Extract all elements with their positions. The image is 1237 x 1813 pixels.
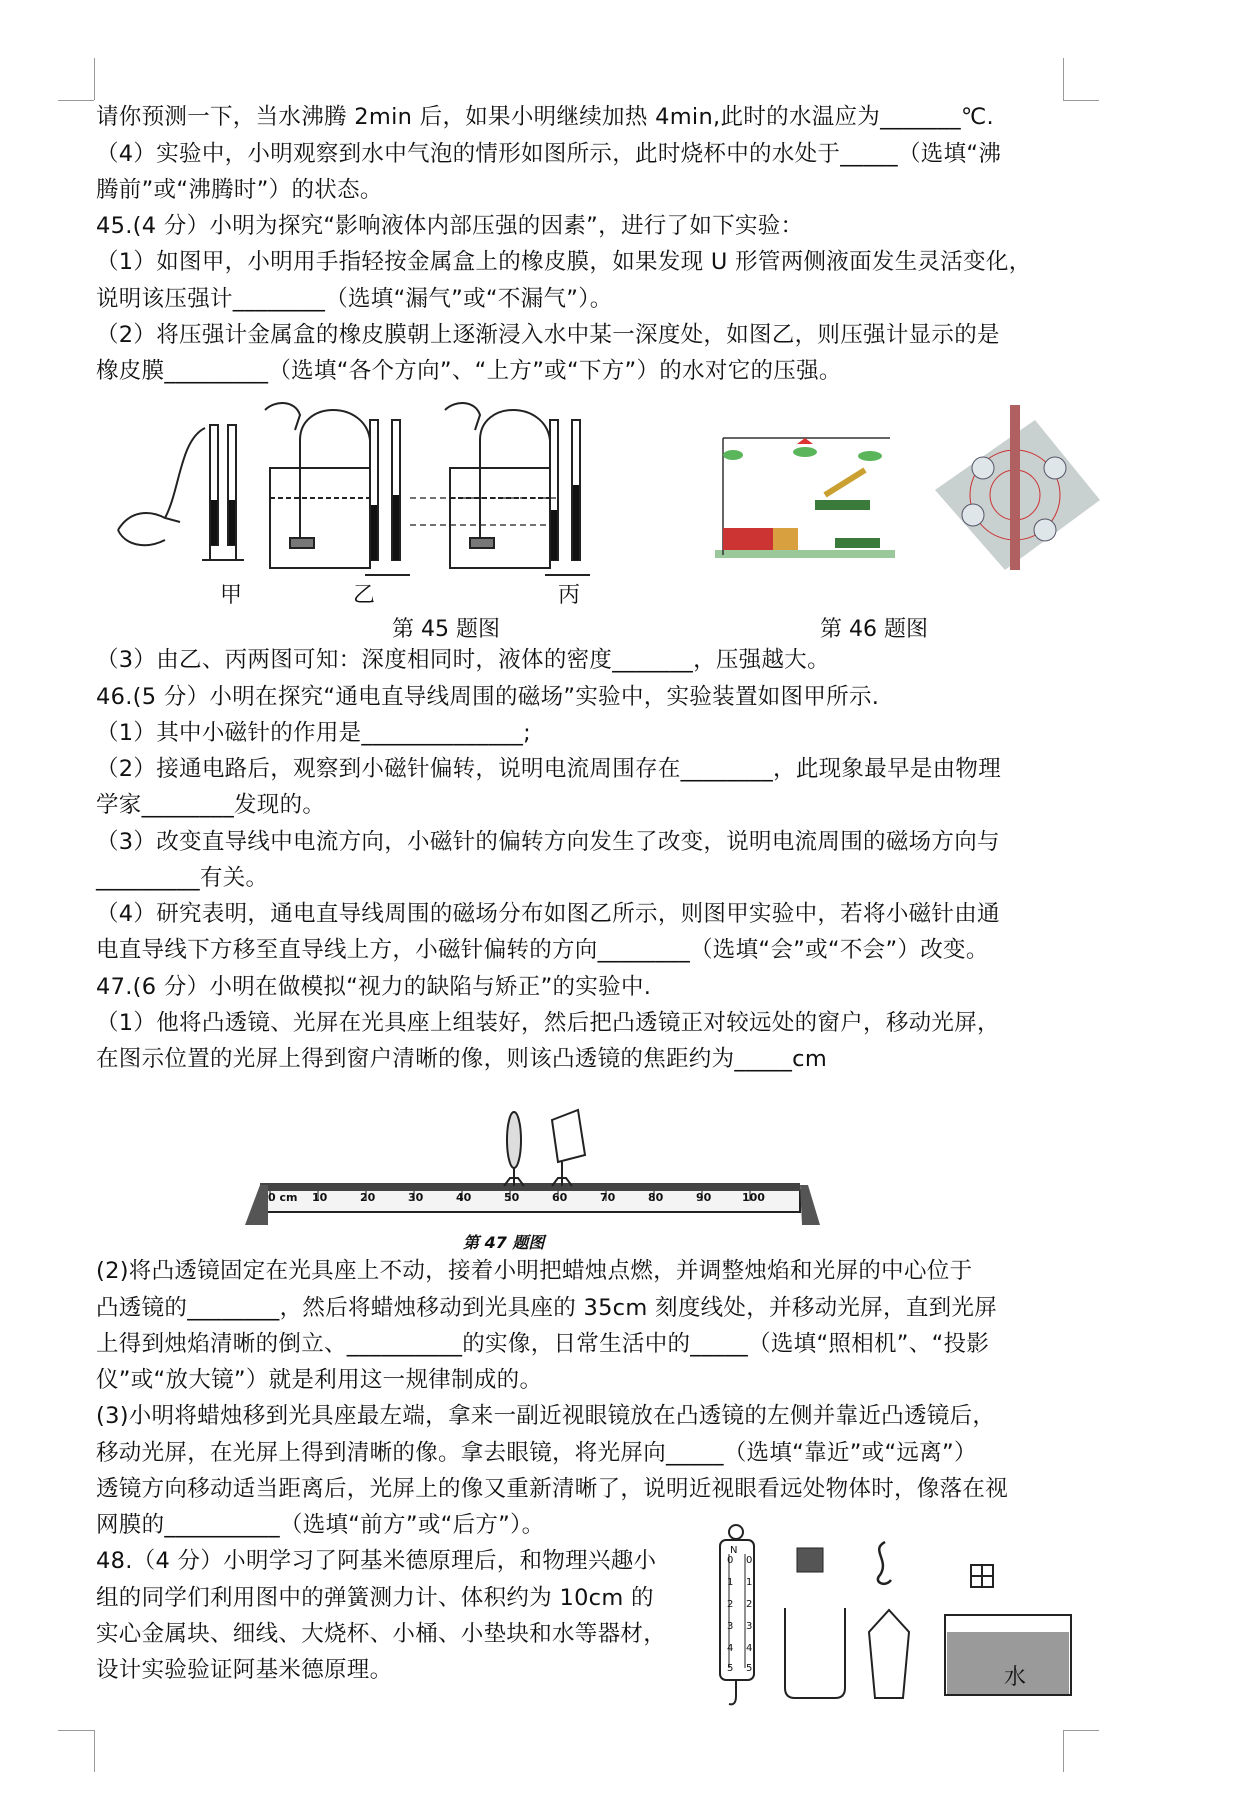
text-line: 网膜的__________（选填“前方”或“后方”）。 xyxy=(96,1512,545,1538)
scale-mark: 0 xyxy=(746,1555,753,1566)
figure-47-optical-bench xyxy=(240,1100,820,1240)
tick-label: 60 xyxy=(552,1191,568,1204)
scale-mark: 3 xyxy=(746,1621,753,1632)
tick-label: 30 xyxy=(408,1191,424,1204)
text-line: 设计实验验证阿基米德原理。 xyxy=(96,1657,393,1683)
text-line: 在图示位置的光屏上得到窗户清晰的像，则该凸透镜的焦距约为_____cm xyxy=(96,1046,828,1072)
text-line: （2）接通电路后，观察到小磁针偏转，说明电流周围存在________，此现象最早是由物理 xyxy=(96,756,1002,782)
scale-mark: 2 xyxy=(727,1599,734,1610)
text-line: 电直导线下方移至直导线上方，小磁针偏转的方向________（选填“会”或“不会”）改变。 xyxy=(96,937,989,963)
scale-mark: 1 xyxy=(746,1577,753,1588)
gauge-a xyxy=(118,425,244,560)
scale-mark: 5 xyxy=(746,1663,753,1674)
text-line: 凸透镜的________，然后将蜡烛移动到光具座的 35cm 刻度线处，并移动光屏，直到光屏 xyxy=(96,1295,998,1321)
tick-label: 40 xyxy=(456,1191,472,1204)
crop-mark-top-right-h xyxy=(1063,100,1099,101)
text-line: _________有关。 xyxy=(96,865,269,891)
scale-mark: 3 xyxy=(727,1621,734,1632)
text-line: （1）他将凸透镜、光屏在光具座上组装好，然后把凸透镜正对较远处的窗户，移动光屏， xyxy=(96,1010,1000,1036)
text-line: （4）实验中，小明观察到水中气泡的情形如图所示，此时烧杯中的水处于_____（选填“沸 xyxy=(96,141,1002,167)
text-line: 上得到烛焰清晰的倒立、__________的实像，日常生活中的_____（选填“照相机”、“投影 xyxy=(96,1331,990,1357)
scale-mark: 4 xyxy=(746,1643,753,1654)
text-line: 橡皮膜_________（选填“各个方向”、“上方”或“下方”）的水对它的压强。 xyxy=(96,358,842,384)
spring-scale-unit: N xyxy=(730,1545,738,1556)
spring-scale-right-marks xyxy=(746,1555,756,1675)
question-48-title: 48.（4 分）小明学习了阿基米德原理后，和物理兴趣小 xyxy=(96,1548,657,1574)
scale-mark: 0 xyxy=(727,1555,734,1566)
tick-label: 0 cm xyxy=(268,1191,298,1204)
text-line: 移动光屏，在光屏上得到清晰的像。拿去眼镜，将光屏向_____（选填“靠近”或“远离”） xyxy=(96,1440,977,1466)
figure-48-archimedes-apparatus xyxy=(705,1520,1095,1710)
figure-label-c: 丙 xyxy=(558,583,581,608)
gauge-c xyxy=(445,403,590,575)
tick-label: 100 xyxy=(742,1191,765,1204)
figure-47-caption: 第 47 题图 xyxy=(463,1233,545,1252)
tick-label: 90 xyxy=(696,1191,712,1204)
tick-label: 20 xyxy=(360,1191,376,1204)
text-line: （4）研究表明，通电直导线周围的磁场分布如图乙所示，则图甲实验中，若将小磁针由通 xyxy=(96,901,1000,927)
question-45-title: 45.(4 分）小明为探究“影响液体内部压强的因素”，进行了如下实验： xyxy=(96,213,804,239)
text-line: （1）其中小磁针的作用是______________; xyxy=(96,720,531,746)
crop-mark-bottom-left-h xyxy=(58,1730,94,1731)
tick-label: 70 xyxy=(600,1191,616,1204)
figure-46-magnetic-field xyxy=(705,400,1105,575)
figure-45-pressure-gauges xyxy=(110,400,670,580)
figure-46-caption: 第 46 题图 xyxy=(820,617,928,642)
ruler-labels xyxy=(268,1191,828,1205)
crop-mark-top-right xyxy=(1063,58,1064,100)
scale-mark: 1 xyxy=(727,1577,734,1588)
crop-mark-bottom-right xyxy=(1063,1730,1064,1772)
text-line: (3)小明将蜡烛移到光具座最左端，拿来一副近视眼镜放在凸透镜的左侧并靠近凸透镜后， xyxy=(96,1403,996,1429)
figure-label-b: 乙 xyxy=(353,583,376,608)
text-line: 透镜方向移动适当距离后，光屏上的像又重新清晰了，说明近视眼看远处物体时，像落在视 xyxy=(96,1476,1009,1502)
tick-label: 50 xyxy=(504,1191,520,1204)
text-line: (2)将凸透镜固定在光具座上不动，接着小明把蜡烛点燃，并调整烛焰和光屏的中心位于 xyxy=(96,1258,973,1284)
crop-mark-top-left-h xyxy=(58,100,94,101)
text-line: 请你预测一下，当水沸腾 2min 后，如果小明继续加热 4min,此时的水温应为_______℃. xyxy=(96,104,994,130)
text-line: （3）由乙、丙两图可知：深度相同时，液体的密度_______，压强越大。 xyxy=(96,647,830,673)
text-line: 组的同学们利用图中的弹簧测力计、体积约为 10cm 的 xyxy=(96,1585,654,1611)
text-line: 说明该压强计________（选填“漏气”或“不漏气”）。 xyxy=(96,286,613,312)
text-line: 仪”或“放大镜”）就是利用这一规律制成的。 xyxy=(96,1367,543,1393)
tick-label: 80 xyxy=(648,1191,664,1204)
scale-mark: 4 xyxy=(727,1643,734,1654)
figure-label-a: 甲 xyxy=(220,583,243,608)
scale-mark: 5 xyxy=(727,1663,734,1674)
text-line: （2）将压强计金属盒的橡皮膜朝上逐渐浸入水中某一深度处，如图乙，则压强计显示的是 xyxy=(96,322,1000,348)
gauge-b xyxy=(265,403,410,575)
text-line: 实心金属块、细线、大烧杯、小桶、小垫块和水等器材， xyxy=(96,1621,667,1647)
text-line: （3）改变直导线中电流方向，小磁针的偏转方向发生了改变，说明电流周围的磁场方向与 xyxy=(96,829,1000,855)
tick-label: 10 xyxy=(312,1191,328,1204)
figure-45-caption: 第 45 题图 xyxy=(392,617,500,642)
question-47-title: 47.(6 分）小明在做模拟“视力的缺陷与矫正”的实验中. xyxy=(96,974,652,1000)
scale-mark: 2 xyxy=(746,1599,753,1610)
text-line: 腾前”或“沸腾时”）的状态。 xyxy=(96,177,383,203)
text-line: （1）如图甲，小明用手指轻按金属盒上的橡皮膜，如果发现 U 形管两侧液面发生灵活变化， xyxy=(96,249,1032,275)
text-line: 学家________发现的。 xyxy=(96,792,326,818)
question-46-title: 46.(5 分）小明在探究“通电直导线周围的磁场”实验中，实验装置如图甲所示. xyxy=(96,684,880,710)
spring-scale-left-marks xyxy=(727,1555,737,1675)
crop-mark-bottom-left xyxy=(94,1730,95,1772)
crop-mark-top-left xyxy=(94,58,95,100)
water-label: 水 xyxy=(1004,1665,1027,1690)
crop-mark-bottom-right-h xyxy=(1063,1730,1099,1731)
